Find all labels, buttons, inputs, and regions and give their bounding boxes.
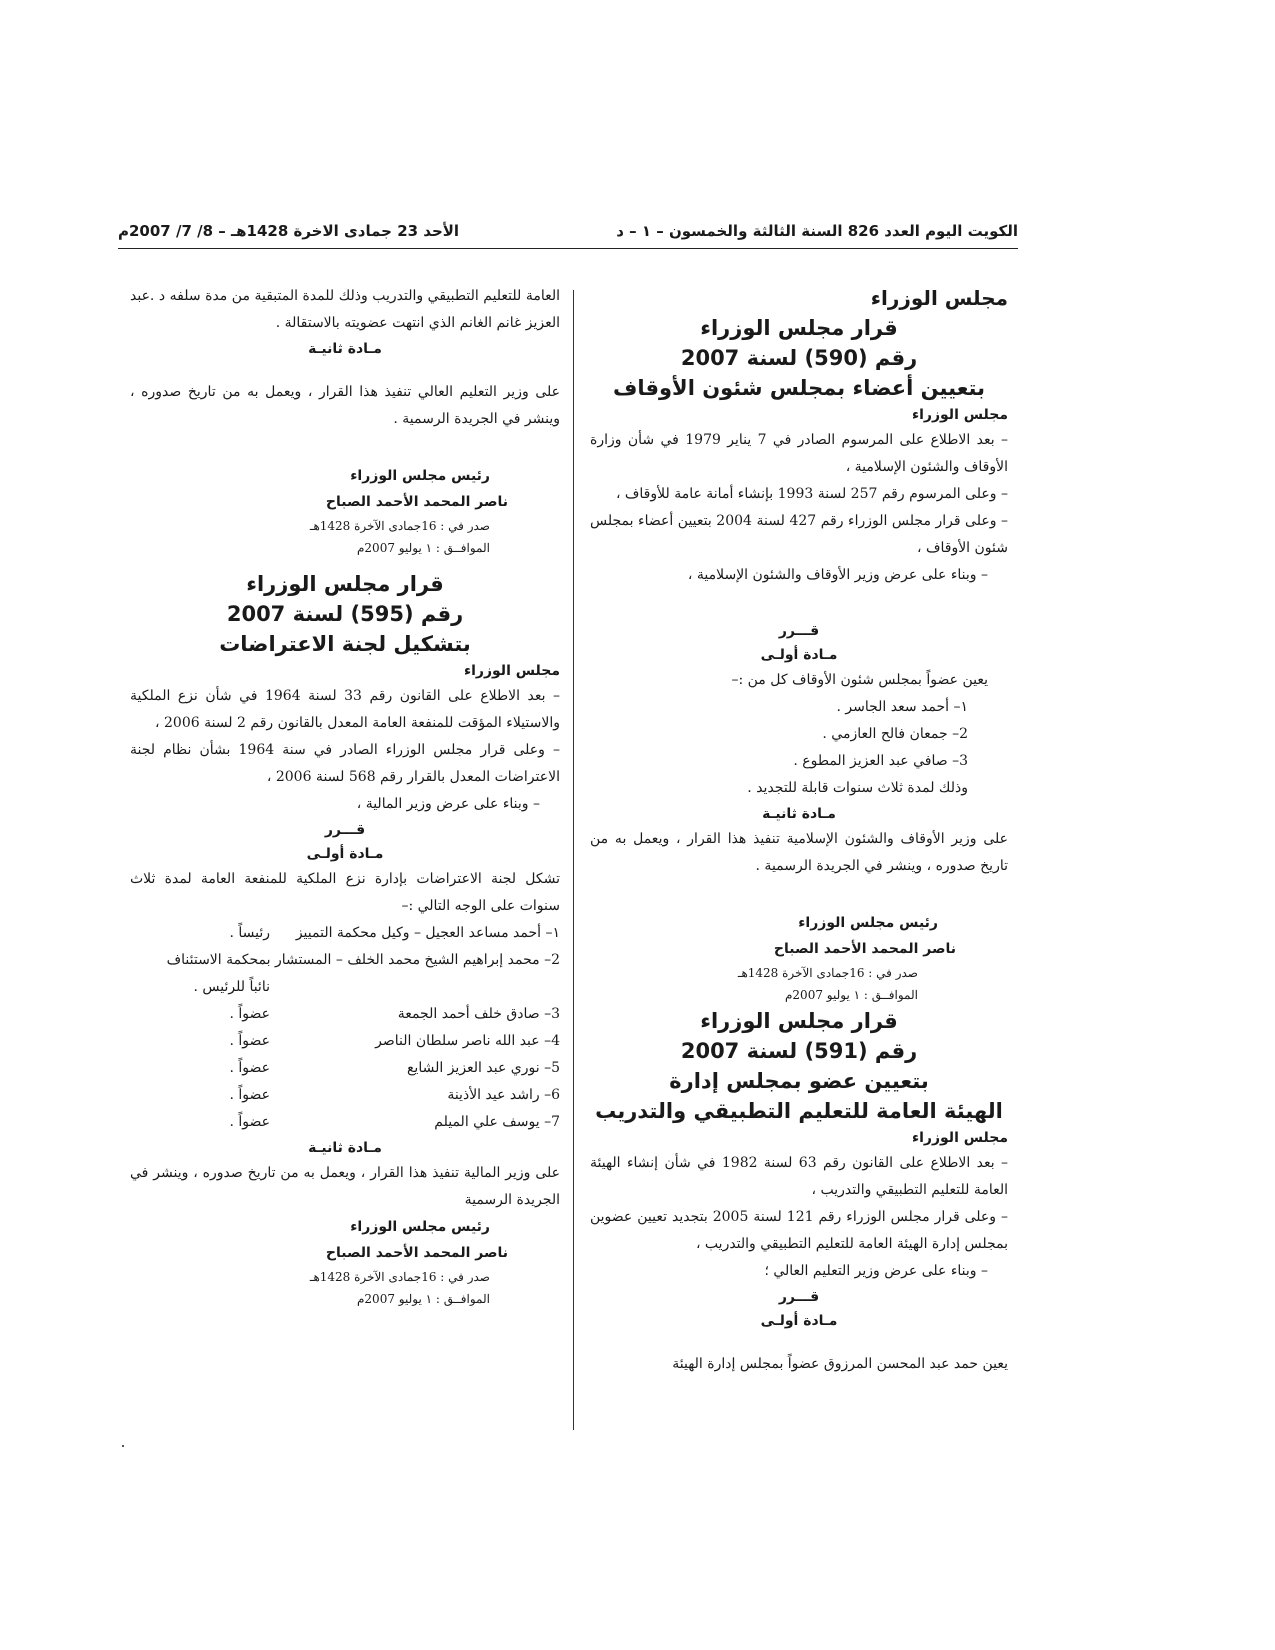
preamble-item: – وبناء على عرض وزير التعليم العالي ؛: [764, 1263, 988, 1279]
members-list: [590, 694, 1008, 775]
issued-date: صدر في : 16جمادى الآخرة 1428هـ: [309, 1270, 490, 1284]
section-title: مجلس الوزراء: [870, 286, 1008, 310]
decided-label: قـــرر: [778, 623, 820, 639]
preamble-item: – وعلى قرار مجلس الوزراء الصادر في سنة 1964 بشأن نظام لجنة الاعتراضات المعدل بالقرار رقم 568 لسنة 2006 ،: [130, 742, 560, 785]
article-2-label: مـادة ثانيـة: [308, 341, 382, 357]
member-role: عضواً .: [229, 1060, 270, 1076]
member-role: عضواً .: [229, 1114, 270, 1130]
member-name: 2– محمد إبراهيم الشيخ محمد الخلف – المستشار بمحكمة الاستئناف: [166, 952, 560, 968]
header-date: الأحد 23 جمادى الاخرة 1428هـ – 8/ 7/ 2007م: [118, 222, 460, 240]
member-name: ١– أحمد مساعد العجيل – وكيل محكمة التمييز: [295, 925, 560, 941]
member-role: عضواً .: [229, 1033, 270, 1049]
issue-date-block: [130, 515, 560, 559]
member-name: 7– يوسف علي الميلم: [434, 1114, 560, 1130]
decree-title: قرار مجلس الوزراء: [700, 1009, 898, 1033]
article-2-label: مـادة ثانيـة: [308, 1140, 382, 1156]
decided-label: قـــرر: [324, 822, 366, 838]
member-name: 3– صادق خلف أحمد الجمعة: [397, 1006, 560, 1022]
preamble-item: – وعلى قرار مجلس الوزراء رقم 121 لسنة 2005 بتجديد تعيين عضوين بمجلس إدارة الهيئة العامة للتعليم التطبيقي والتدريب ،: [590, 1209, 1009, 1252]
article-1-label: مـادة أولـى: [760, 647, 838, 663]
scan-speck: [122, 1445, 124, 1447]
header-rule: [118, 248, 1018, 249]
signer-title: رئيس مجلس الوزراء: [350, 1219, 490, 1235]
issue-date-block: [130, 1266, 560, 1310]
council-label: مجلس الوزراء: [911, 1130, 1008, 1146]
decree-subject: بتعيين أعضاء بمجلس شئون الأوقاف: [612, 376, 986, 400]
article-2-text: على وزير المالية تنفيذ هذا القرار ، ويعمل به من تاريخ صدوره ، وينشر في الجريدة الرسمية: [130, 1165, 560, 1208]
right-column: [590, 283, 1008, 1378]
decree-subject: بتعيين عضو بمجلس إدارة: [669, 1069, 929, 1093]
signature-block: [590, 910, 1008, 962]
continuation-text: العامة للتعليم التطبيقي والتدريب وذلك للمدة المتبقية من مدة سلفه د .عبد العزيز غانم الغانم الذي انتهت عضويته بالاستقالة .: [130, 288, 560, 331]
decree-title: قرار مجلس الوزراء: [700, 316, 898, 340]
list-item: [130, 974, 560, 1001]
member-name: 5– نوري عبد العزيز الشايع: [406, 1060, 560, 1076]
signer-name: ناصر المحمد الأحمد الصباح: [325, 1245, 508, 1261]
article-1-text: يعين حمد عبد المحسن المرزوق عضواً بمجلس إدارة الهيئة: [672, 1356, 1008, 1372]
corresponding-date: الموافــق : ١ يوليو 2007م: [356, 541, 490, 555]
member-role: عضواً .: [229, 1006, 270, 1022]
member-name: 6– راشد عيد الأذينة: [447, 1087, 560, 1103]
article-1-text: تشكل لجنة الاعتراضات بإدارة نزع الملكية للمنفعة العامة لمدة ثلاث سنوات على الوجه التالي :–: [130, 871, 560, 914]
preamble-item: – وبناء على عرض وزير المالية ،: [356, 796, 540, 812]
signer-name: ناصر المحمد الأحمد الصباح: [773, 941, 956, 957]
list-item: [130, 1082, 560, 1109]
decree-590: [590, 313, 1008, 1006]
member-role: رئيساً .: [229, 925, 270, 941]
member-role: عضواً .: [229, 1087, 270, 1103]
decree-number: رقم (590) لسنة 2007: [680, 346, 918, 370]
article-1-intro: يعين عضواً بمجلس شئون الأوقاف كل من :–: [731, 672, 988, 688]
issued-date: صدر في : 16جمادى الآخرة 1428هـ: [309, 519, 490, 533]
article-1-label: مـادة أولـى: [306, 846, 384, 862]
list-item: 2– جمعان فالح العازمي .: [822, 726, 968, 742]
list-item: [130, 1001, 560, 1028]
decree-number: رقم (591) لسنة 2007: [680, 1039, 918, 1063]
decree-subject-cont: الهيئة العامة للتعليم التطبيقي والتدريب: [595, 1099, 1003, 1123]
list-item: [130, 1055, 560, 1082]
list-item: [130, 920, 560, 947]
list-item: 3– صافي عبد العزيز المطوع .: [793, 753, 968, 769]
column-divider: [573, 290, 574, 1430]
signer-title: رئيس مجلس الوزراء: [798, 915, 938, 931]
member-role: نائباً للرئيس .: [193, 979, 270, 995]
header-issue-info: الكويت اليوم العدد 826 السنة الثالثة والخمسون – ١ – د: [616, 222, 1018, 240]
signature-block: [130, 1214, 560, 1266]
decree-591: [590, 1006, 1008, 1378]
council-label: مجلس الوزراء: [911, 407, 1008, 423]
corresponding-date: الموافــق : ١ يوليو 2007م: [784, 988, 918, 1002]
member-name: 4– عبد الله ناصر سلطان الناصر: [375, 1033, 560, 1049]
article-1-label: مـادة أولـى: [760, 1313, 838, 1329]
term-text: وذلك لمدة ثلاث سنوات قابلة للتجديد .: [747, 780, 968, 796]
signer-title: رئيس مجلس الوزراء: [350, 468, 490, 484]
signature-block: [130, 463, 560, 515]
preamble-item: – بعد الاطلاع على القانون رقم 33 لسنة 1964 في شأن نزع الملكية والاستيلاء المؤقت للمنفعة العامة المعدل بالقانون رقم 2 لسنة 2006 ،: [130, 688, 561, 731]
preamble-item: – بعد الاطلاع على القانون رقم 63 لسنة 1982 في شأن إنشاء الهيئة العامة للتعليم التطبيقي والتدريب ،: [590, 1155, 1008, 1198]
page-header: [118, 222, 1018, 248]
article-2-text: على وزير التعليم العالي تنفيذ هذا القرار ، ويعمل به من تاريخ صدوره ، وينشر في الجريدة الرسمية .: [130, 384, 560, 427]
preamble-item: – بعد الاطلاع على المرسوم الصادر في 7 يناير 1979 في شأن وزارة الأوقاف والشئون الإسلامية ،: [590, 432, 1008, 475]
corresponding-date: الموافــق : ١ يوليو 2007م: [356, 1292, 490, 1306]
signer-name: ناصر المحمد الأحمد الصباح: [325, 494, 508, 510]
decree-title: قرار مجلس الوزراء: [246, 572, 444, 596]
issue-date-block: [590, 962, 1008, 1006]
decree-595: [130, 569, 560, 1310]
list-item: [130, 1109, 560, 1136]
decided-label: قـــرر: [778, 1289, 820, 1305]
left-column: [130, 283, 560, 1310]
preamble-item: – وعلى قرار مجلس الوزراء رقم 427 لسنة 2004 بتعيين أعضاء بمجلس شئون الأوقاف ،: [590, 513, 1008, 556]
issued-date: صدر في : 16جمادى الآخرة 1428هـ: [737, 966, 918, 980]
committee-roster: [130, 920, 560, 1136]
decree-number: رقم (595) لسنة 2007: [226, 602, 464, 626]
preamble-item: – وبناء على عرض وزير الأوقاف والشئون الإسلامية ،: [687, 567, 988, 583]
list-item: [130, 1028, 560, 1055]
council-label: مجلس الوزراء: [463, 663, 560, 679]
decree-subject: بتشكيل لجنة الاعتراضات: [219, 632, 471, 656]
article-2-text: على وزير الأوقاف والشئون الإسلامية تنفيذ هذا القرار ، ويعمل به من تاريخ صدوره ، وينشر في الجريدة الرسمية .: [590, 831, 1008, 874]
preamble-item: – وعلى المرسوم رقم 257 لسنة 1993 بإنشاء أمانة عامة للأوقاف ،: [615, 486, 1008, 502]
list-item: ١– أحمد سعد الجاسر .: [836, 699, 968, 715]
article-2-label: مـادة ثانيـة: [762, 806, 836, 822]
